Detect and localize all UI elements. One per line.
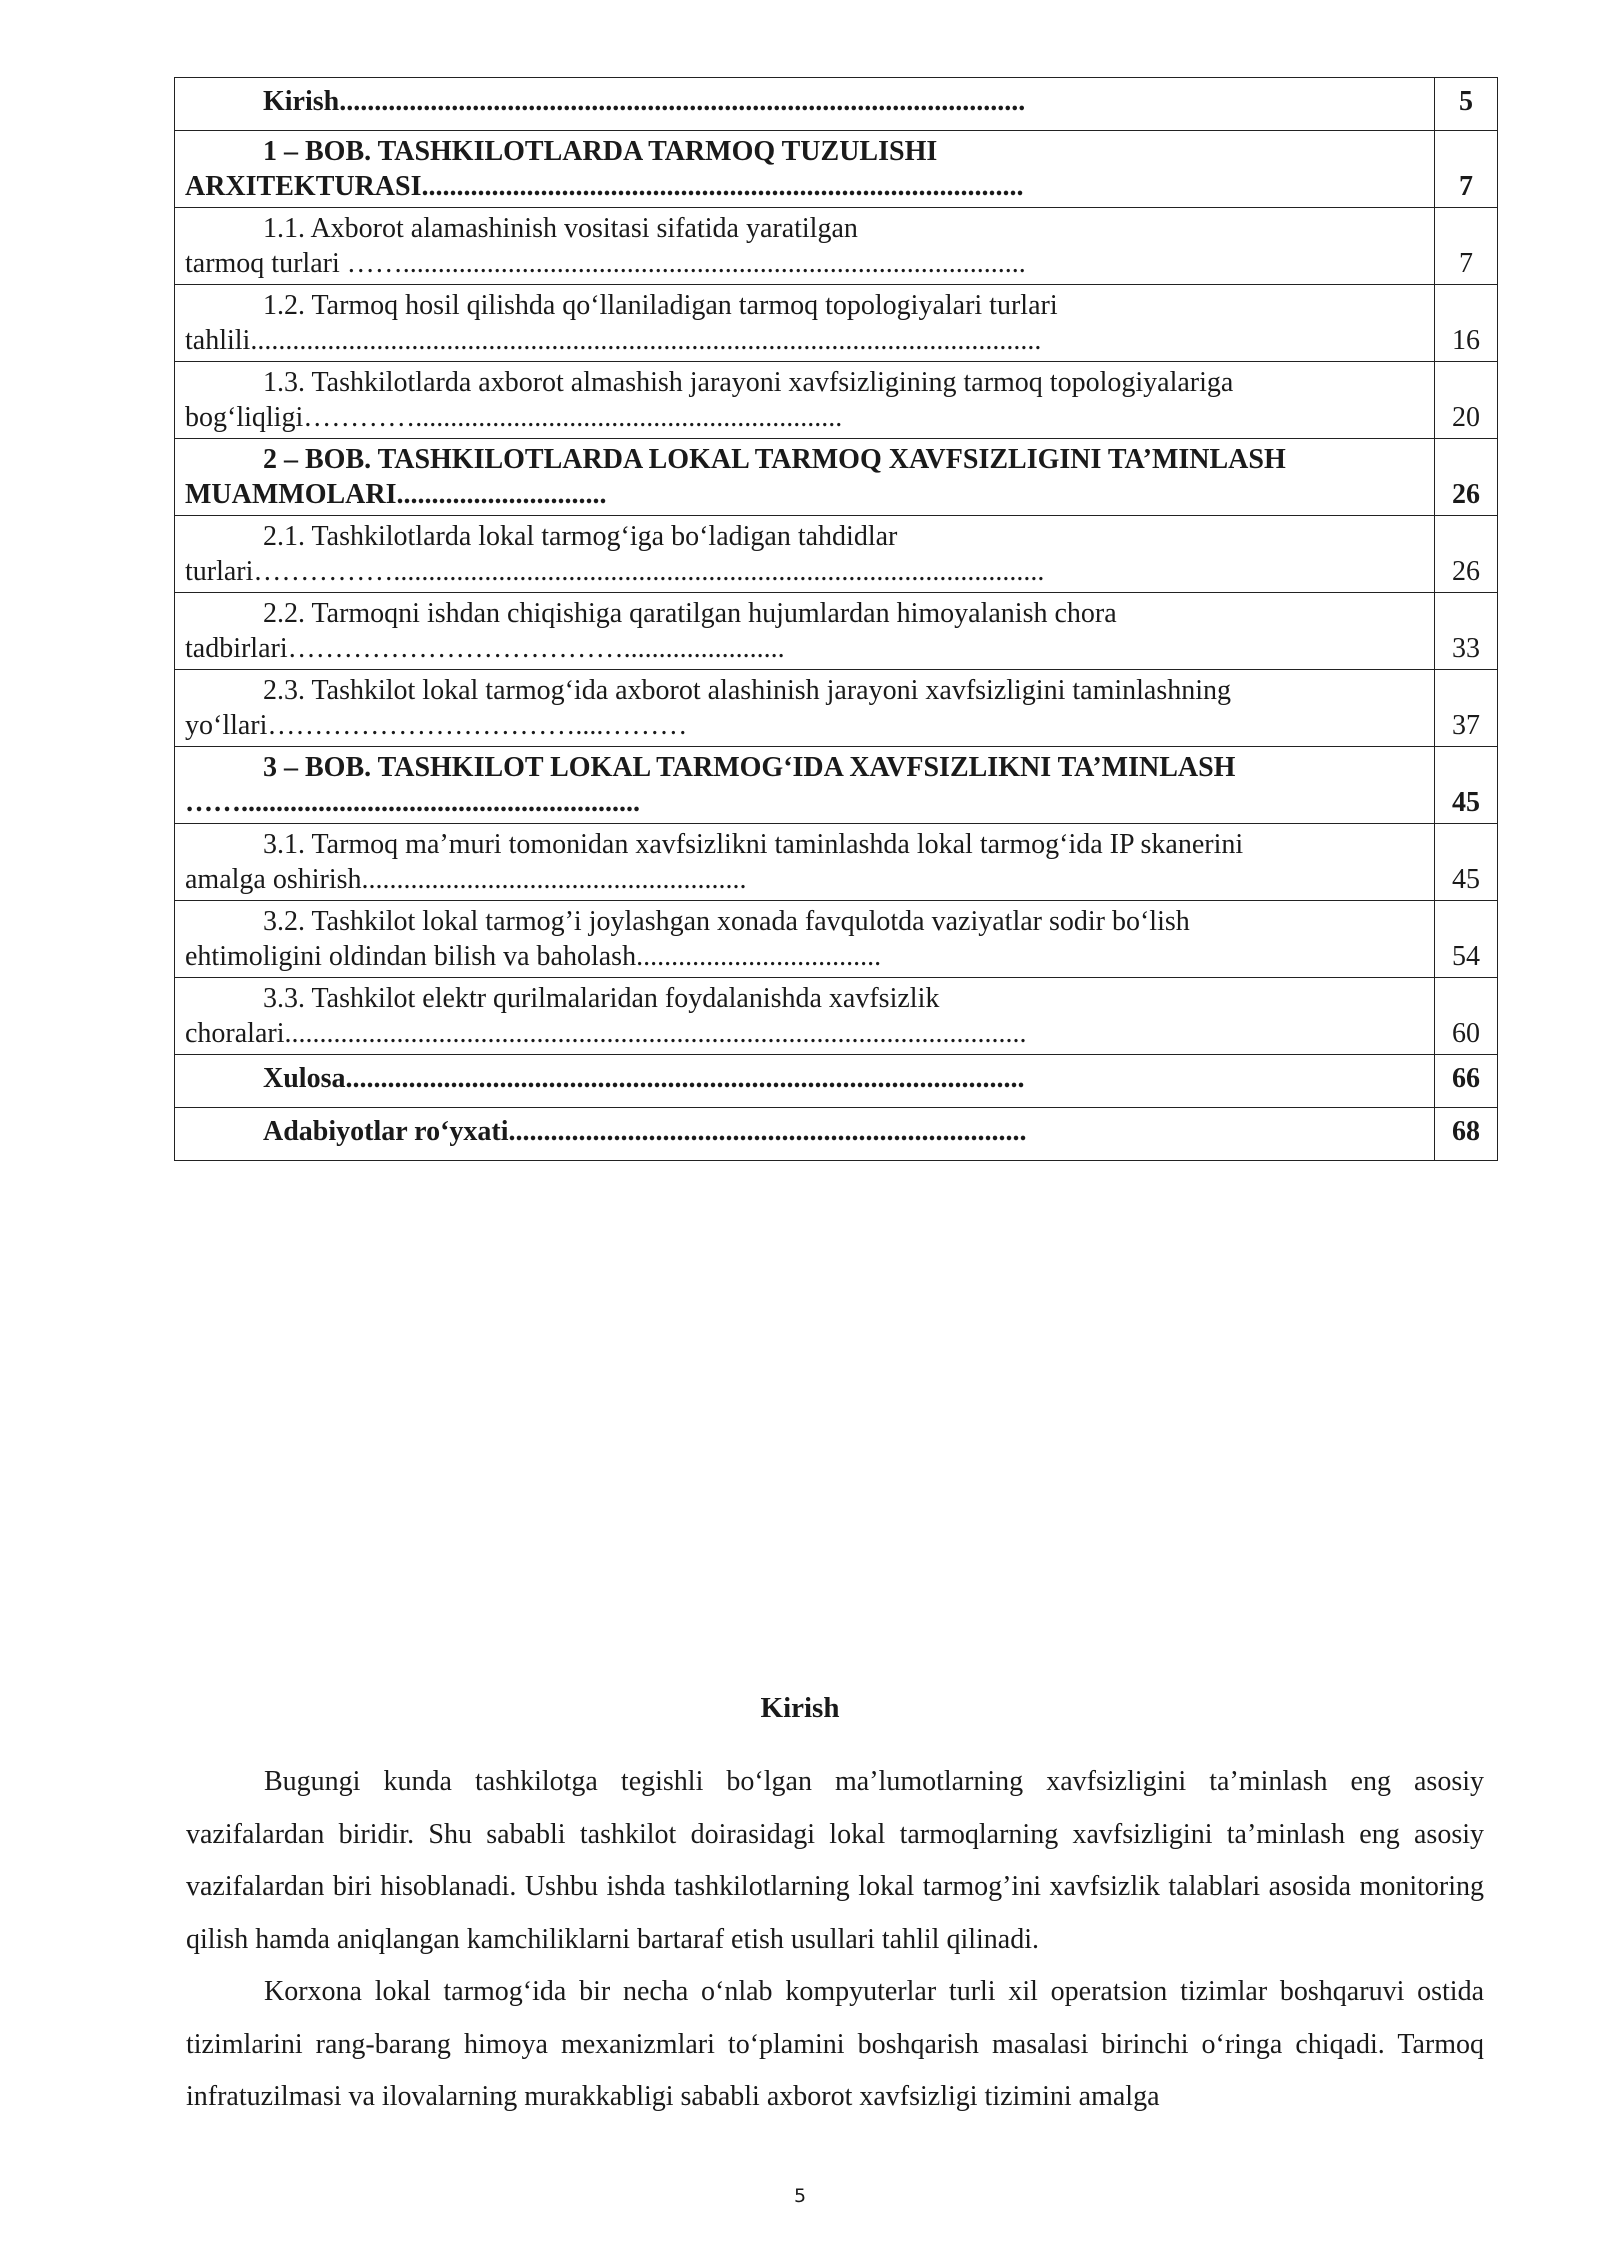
toc-entry-text: Kirish [263,85,340,117]
toc-row [175,901,1498,978]
toc-entry-text: 2.2. Tarmoqni ishdan chiqishiga qaratilgan hujumlardan himoyalanish chora [263,598,1117,629]
toc-entry-title [175,670,1435,747]
toc-entry-text: 1.1. Axborot alamashinish vositasi sifatida yaratilgan [263,213,858,244]
toc-page-number: 7 [1435,208,1498,285]
toc-entry-line [185,1061,1428,1096]
toc-entry-line [185,288,1428,323]
toc-row [175,824,1498,901]
toc-row [175,208,1498,285]
toc-entry-line [185,211,1428,246]
toc-entry-line [185,708,1428,743]
toc-entry-text: amalga oshirish [185,864,362,895]
toc-entry-title [175,824,1435,901]
toc-page-number: 60 [1435,978,1498,1055]
toc-entry-title [175,593,1435,670]
toc-entry-line [185,1016,1428,1051]
toc-entry-line [185,169,1428,204]
toc-leader-dots: ....................................................... [361,864,747,895]
toc-row [175,670,1498,747]
toc-entry-title [175,439,1435,516]
toc-row [175,593,1498,670]
toc-entry-line [185,750,1428,785]
toc-entry-line [185,785,1428,820]
toc-entry-line [185,477,1428,512]
toc-entry-text: tahlili [185,325,251,356]
toc-entry-text: ehtimoligini oldindan bilish va baholash [185,941,637,972]
toc-entry-title [175,285,1435,362]
toc-entry-text: MUAMMOLARI [185,479,397,510]
toc-entry-text: 1 – BOB. TASHKILOTLARDA TARMOQ TUZULISHI [263,136,938,167]
toc-entry-title [175,78,1435,131]
toc-entry-text: 1.3. Tashkilotlarda axborot almashish jarayoni xavfsizligining tarmoq topologiyalariga [263,367,1234,398]
toc-leader-dots: .............................. [396,479,607,510]
toc-entry-text: yo‘llari……………………………....……… [185,710,688,741]
toc-entry-title [175,362,1435,439]
toc-entry-title [175,747,1435,824]
toc-row [175,131,1498,208]
toc-entry-text: tadbirlari……………………………… [185,633,624,664]
toc-page-number: 33 [1435,593,1498,670]
toc-leader-dots: ................................................................................................................. [250,325,1042,356]
toc-entry-title [175,1108,1435,1161]
toc-page-number: 7 [1435,131,1498,208]
toc-entry-line [185,442,1428,477]
toc-entry-text: 3.3. Tashkilot elektr qurilmalaridan foydalanishda xavfsizlik [263,983,940,1014]
toc-entry-text: 3.1. Tarmoq ma’muri tomonidan xavfsizlikni taminlashda lokal tarmog‘ida IP skanerini [263,829,1244,860]
body-text [186,1756,1484,2124]
toc-entry-title [175,131,1435,208]
toc-row [175,516,1498,593]
toc-entry-text: 2 – BOB. TASHKILOTLARDA LOKAL TARMOQ XAVFSIZLIGINI TA’MINLASH [263,444,1286,475]
toc-entry-line [185,246,1428,281]
toc-entry-text: 3 – BOB. TASHKILOT LOKAL TARMOG‘IDA XAVFSIZLIKNI TA’MINLASH [263,752,1236,783]
table-of-contents [174,77,1498,1161]
toc-entry-line [185,84,1428,119]
toc-entry-text: Adabiyotlar ro‘yxati [263,1115,509,1147]
toc-entry-line [185,554,1428,589]
toc-leader-dots: ............................................................................................. [393,556,1045,587]
paragraph: Korxona lokal tarmog‘ida bir necha o‘nlab kompyuterlar turli xil operatsion tizimlar boshqaruvi ostida tizimlarini rang-barang himoya mexanizmlari to‘plamini boshqarish masalasi birinchi o‘ringa chiqadi. Tarmoq infratuzilmasi va ilovalarning murakkabligi sababli axborot xavfsizligi tizimini amalga [186,1976,1484,2112]
toc-page-number: 16 [1435,285,1498,362]
toc-entry-title [175,1055,1435,1108]
toc-page-number: 26 [1435,439,1498,516]
toc-entry-title [175,901,1435,978]
toc-page-number: 20 [1435,362,1498,439]
toc-entry-line [185,400,1428,435]
toc-page-number: 54 [1435,901,1498,978]
toc-entry-title [175,516,1435,593]
toc-entry-line [185,827,1428,862]
paragraph: Bugungi kunda tashkilotga tegishli bo‘lgan ma’lumotlarning xavfsizligini ta’minlash eng asosiy vazifalardan biridir. Shu sababli tashkilot doirasidagi lokal tarmoqlarning xavfsizligini ta’minlash eng asosiy vazifalardan biri hisoblanadi. Ushbu ishda tashkilotlarning lokal tarmog’ini xavfsizlik talablari asosida monitoring qilish hamda aniqlangan kamchiliklarni bartaraf etish usullari tahlil qilinadi. [186,1766,1484,1955]
toc-row [175,362,1498,439]
toc-leader-dots: ................................................................................................. [345,1062,1025,1094]
section-title: Kirish [760,1692,840,1724]
toc-entry-line [185,673,1428,708]
toc-entry-line [185,981,1428,1016]
toc-row [175,78,1498,131]
toc-entry-line [185,365,1428,400]
toc-entry-line [185,939,1428,974]
toc-entry-text: turlari…………… [185,556,394,587]
toc-entry-text: 2.1. Tashkilotlarda lokal tarmog‘iga bo‘ladigan tahdidlar [263,521,898,552]
toc-entry-text: Xulosa [263,1062,346,1094]
toc-leader-dots: ......................................................... [241,787,640,818]
toc-entry-title [175,208,1435,285]
toc-entry-line [185,862,1428,897]
toc-leader-dots: ....................... [623,633,785,664]
toc-leader-dots: ................................... [636,941,882,972]
toc-leader-dots: ......................................................................................... [402,248,1026,279]
toc-row [175,1108,1498,1161]
toc-row [175,978,1498,1055]
toc-entry-text: 2.3. Tashkilot lokal tarmog‘ida axborot alashinish jarayoni xavfsizligini taminlashning [263,675,1232,706]
toc-entry-line [185,904,1428,939]
toc-page-number: 26 [1435,516,1498,593]
page-number: 5 [793,2185,807,2207]
toc-page-number: 66 [1435,1055,1498,1108]
toc-leader-dots: .......................................................................................................... [284,1018,1027,1049]
toc-entry-line [185,519,1428,554]
toc-leader-dots: ............................................................. [415,402,843,433]
toc-page-number: 68 [1435,1108,1498,1161]
toc-page-number: 5 [1435,78,1498,131]
toc-entry-text: …… [185,787,241,818]
toc-leader-dots: .......................................................................... [508,1115,1027,1147]
toc-entry-line [185,323,1428,358]
toc-entry-line [185,134,1428,169]
toc-entry-title [175,978,1435,1055]
toc-row [175,1055,1498,1108]
toc-entry-text: bog‘liqligi………… [185,402,416,433]
toc-row [175,285,1498,362]
toc-page-number: 37 [1435,670,1498,747]
toc-row [175,747,1498,824]
toc-entry-text: ARXITEKTURASI [185,171,422,202]
toc-page-number: 45 [1435,824,1498,901]
toc-leader-dots: .................................................................................................. [339,85,1026,117]
toc-entry-text: choralari [185,1018,285,1049]
toc-entry-line [185,596,1428,631]
toc-leader-dots: ...................................................................................... [421,171,1024,202]
toc-entry-line [185,1114,1428,1149]
toc-entry-line [185,631,1428,666]
toc-row [175,439,1498,516]
toc-entry-text: tarmoq turlari …… [185,248,403,279]
toc-page-number: 45 [1435,747,1498,824]
toc-entry-text: 3.2. Tashkilot lokal tarmog’i joylashgan xonada favqulotda vaziyatlar sodir bo‘lish [263,906,1190,937]
toc-entry-text: 1.2. Tarmoq hosil qilishda qo‘llaniladigan tarmoq topologiyalari turlari [263,290,1058,321]
